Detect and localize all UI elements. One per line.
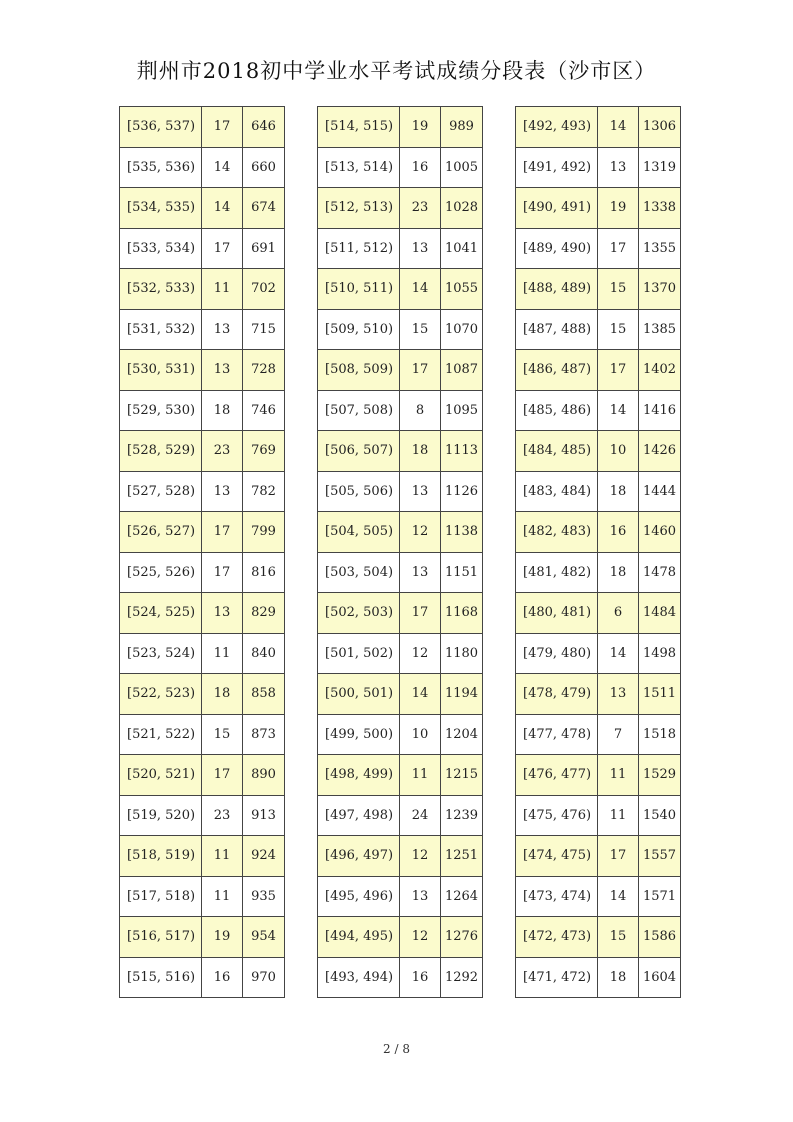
count-cell: 17 — [598, 350, 639, 391]
count-cell: 8 — [400, 390, 441, 431]
cumulative-cell: 1571 — [639, 876, 681, 917]
table-row — [120, 836, 285, 877]
score-range-cell: [500, 501) — [318, 674, 400, 715]
cumulative-cell: 1586 — [639, 917, 681, 958]
count-cell: 17 — [598, 228, 639, 269]
count-cell: 17 — [598, 836, 639, 877]
score-range-cell: [502, 503) — [318, 593, 400, 634]
table-row — [318, 309, 483, 350]
score-range-cell: [476, 477) — [516, 755, 598, 796]
table-row — [318, 107, 483, 148]
score-range-cell: [497, 498) — [318, 795, 400, 836]
score-range-cell: [532, 533) — [120, 269, 202, 310]
count-cell: 13 — [598, 147, 639, 188]
cumulative-cell: 674 — [243, 188, 285, 229]
table-row — [516, 552, 681, 593]
count-cell: 18 — [598, 552, 639, 593]
count-cell: 14 — [400, 674, 441, 715]
cumulative-cell: 816 — [243, 552, 285, 593]
count-cell: 18 — [598, 957, 639, 998]
cumulative-cell: 1306 — [639, 107, 681, 148]
score-table-2 — [317, 106, 483, 998]
score-range-cell: [501, 502) — [318, 633, 400, 674]
cumulative-cell: 769 — [243, 431, 285, 472]
table-row — [120, 917, 285, 958]
count-cell: 13 — [202, 350, 243, 391]
cumulative-cell: 1529 — [639, 755, 681, 796]
count-cell: 24 — [400, 795, 441, 836]
score-range-cell: [518, 519) — [120, 836, 202, 877]
count-cell: 15 — [598, 917, 639, 958]
count-cell: 12 — [400, 917, 441, 958]
table-row — [120, 431, 285, 472]
table-row — [318, 633, 483, 674]
score-range-cell: [510, 511) — [318, 269, 400, 310]
table-row — [120, 309, 285, 350]
count-cell: 13 — [202, 309, 243, 350]
cumulative-cell: 1168 — [441, 593, 483, 634]
cumulative-cell: 935 — [243, 876, 285, 917]
count-cell: 11 — [598, 795, 639, 836]
count-cell: 19 — [598, 188, 639, 229]
score-range-cell: [506, 507) — [318, 431, 400, 472]
page-title: 荆州市2018初中学业水平考试成绩分段表（沙市区） — [136, 59, 657, 83]
table-row — [120, 350, 285, 391]
table-row — [516, 390, 681, 431]
score-range-cell: [471, 472) — [516, 957, 598, 998]
cumulative-cell: 1292 — [441, 957, 483, 998]
table-row — [516, 471, 681, 512]
cumulative-cell: 1151 — [441, 552, 483, 593]
count-cell: 14 — [400, 269, 441, 310]
cumulative-cell: 660 — [243, 147, 285, 188]
table-row — [120, 593, 285, 634]
table-row — [516, 755, 681, 796]
table-row — [516, 431, 681, 472]
score-table-3 — [515, 106, 681, 998]
cumulative-cell: 1204 — [441, 714, 483, 755]
table-row — [516, 512, 681, 553]
cumulative-cell: 691 — [243, 228, 285, 269]
count-cell: 23 — [202, 431, 243, 472]
score-range-cell: [524, 525) — [120, 593, 202, 634]
count-cell: 16 — [202, 957, 243, 998]
score-range-cell: [493, 494) — [318, 957, 400, 998]
count-cell: 18 — [202, 390, 243, 431]
count-cell: 11 — [400, 755, 441, 796]
table-row — [516, 957, 681, 998]
score-range-cell: [519, 520) — [120, 795, 202, 836]
count-cell: 12 — [400, 836, 441, 877]
score-range-cell: [515, 516) — [120, 957, 202, 998]
count-cell: 13 — [400, 876, 441, 917]
table-row — [318, 674, 483, 715]
cumulative-cell: 890 — [243, 755, 285, 796]
cumulative-cell: 1180 — [441, 633, 483, 674]
cumulative-cell: 1385 — [639, 309, 681, 350]
table-row — [120, 755, 285, 796]
score-range-cell: [527, 528) — [120, 471, 202, 512]
cumulative-cell: 1557 — [639, 836, 681, 877]
cumulative-cell: 1264 — [441, 876, 483, 917]
table-row — [318, 593, 483, 634]
count-cell: 16 — [400, 957, 441, 998]
count-cell: 15 — [400, 309, 441, 350]
cumulative-cell: 782 — [243, 471, 285, 512]
score-range-cell: [511, 512) — [318, 228, 400, 269]
table-row — [516, 350, 681, 391]
table-row — [318, 147, 483, 188]
cumulative-cell: 1239 — [441, 795, 483, 836]
count-cell: 10 — [598, 431, 639, 472]
cumulative-cell: 1070 — [441, 309, 483, 350]
table-row — [318, 390, 483, 431]
score-range-cell: [520, 521) — [120, 755, 202, 796]
score-range-cell: [529, 530) — [120, 390, 202, 431]
count-cell: 11 — [202, 633, 243, 674]
table-row — [120, 228, 285, 269]
score-range-cell: [535, 536) — [120, 147, 202, 188]
cumulative-cell: 840 — [243, 633, 285, 674]
table-row — [516, 593, 681, 634]
cumulative-cell: 1370 — [639, 269, 681, 310]
count-cell: 13 — [202, 471, 243, 512]
table-row — [120, 552, 285, 593]
score-range-cell: [513, 514) — [318, 147, 400, 188]
score-range-cell: [523, 524) — [120, 633, 202, 674]
score-range-cell: [483, 484) — [516, 471, 598, 512]
cumulative-cell: 970 — [243, 957, 285, 998]
count-cell: 17 — [202, 107, 243, 148]
cumulative-cell: 1087 — [441, 350, 483, 391]
cumulative-cell: 1498 — [639, 633, 681, 674]
cumulative-cell: 1194 — [441, 674, 483, 715]
table-row — [120, 795, 285, 836]
cumulative-cell: 1511 — [639, 674, 681, 715]
cumulative-cell: 873 — [243, 714, 285, 755]
cumulative-cell: 702 — [243, 269, 285, 310]
table-row — [318, 917, 483, 958]
cumulative-cell: 1126 — [441, 471, 483, 512]
table-row — [516, 876, 681, 917]
count-cell: 11 — [202, 876, 243, 917]
table-row — [516, 633, 681, 674]
count-cell: 12 — [400, 633, 441, 674]
cumulative-cell: 1138 — [441, 512, 483, 553]
count-cell: 17 — [400, 593, 441, 634]
score-range-cell: [475, 476) — [516, 795, 598, 836]
score-range-cell: [488, 489) — [516, 269, 598, 310]
score-range-cell: [485, 486) — [516, 390, 598, 431]
count-cell: 23 — [400, 188, 441, 229]
score-range-cell: [486, 487) — [516, 350, 598, 391]
cumulative-cell: 1338 — [639, 188, 681, 229]
count-cell: 19 — [400, 107, 441, 148]
count-cell: 15 — [598, 269, 639, 310]
cumulative-cell: 1041 — [441, 228, 483, 269]
table-row — [120, 876, 285, 917]
cumulative-cell: 1215 — [441, 755, 483, 796]
table-row — [318, 228, 483, 269]
table-row — [120, 674, 285, 715]
cumulative-cell: 1426 — [639, 431, 681, 472]
cumulative-cell: 913 — [243, 795, 285, 836]
score-range-cell: [480, 481) — [516, 593, 598, 634]
count-cell: 23 — [202, 795, 243, 836]
table-row — [120, 512, 285, 553]
count-cell: 15 — [202, 714, 243, 755]
score-range-cell: [517, 518) — [120, 876, 202, 917]
score-range-cell: [492, 493) — [516, 107, 598, 148]
score-range-cell: [474, 475) — [516, 836, 598, 877]
cumulative-cell: 1540 — [639, 795, 681, 836]
score-range-cell: [494, 495) — [318, 917, 400, 958]
score-range-cell: [509, 510) — [318, 309, 400, 350]
score-table-1 — [119, 106, 285, 998]
table-row — [318, 755, 483, 796]
count-cell: 14 — [202, 147, 243, 188]
score-range-cell: [530, 531) — [120, 350, 202, 391]
count-cell: 14 — [202, 188, 243, 229]
cumulative-cell: 1444 — [639, 471, 681, 512]
count-cell: 11 — [202, 836, 243, 877]
cumulative-cell: 1276 — [441, 917, 483, 958]
count-cell: 15 — [598, 309, 639, 350]
table-row — [516, 714, 681, 755]
table-row — [318, 471, 483, 512]
count-cell: 18 — [598, 471, 639, 512]
count-cell: 7 — [598, 714, 639, 755]
cumulative-cell: 954 — [243, 917, 285, 958]
cumulative-cell: 728 — [243, 350, 285, 391]
table-row — [120, 633, 285, 674]
table-row — [120, 471, 285, 512]
table-row — [516, 674, 681, 715]
cumulative-cell: 829 — [243, 593, 285, 634]
count-cell: 10 — [400, 714, 441, 755]
count-cell: 11 — [202, 269, 243, 310]
count-cell: 19 — [202, 917, 243, 958]
table-row — [318, 350, 483, 391]
cumulative-cell: 1251 — [441, 836, 483, 877]
table-row — [516, 795, 681, 836]
page-indicator: 2 / 8 — [383, 1042, 410, 1056]
table-row — [516, 147, 681, 188]
score-range-cell: [531, 532) — [120, 309, 202, 350]
score-range-cell: [477, 478) — [516, 714, 598, 755]
table-row — [318, 552, 483, 593]
score-range-cell: [499, 500) — [318, 714, 400, 755]
score-range-cell: [472, 473) — [516, 917, 598, 958]
count-cell: 11 — [598, 755, 639, 796]
table-row — [318, 431, 483, 472]
cumulative-cell: 1028 — [441, 188, 483, 229]
count-cell: 14 — [598, 633, 639, 674]
score-range-cell: [495, 496) — [318, 876, 400, 917]
count-cell: 13 — [400, 552, 441, 593]
count-cell: 13 — [202, 593, 243, 634]
score-range-cell: [512, 513) — [318, 188, 400, 229]
count-cell: 16 — [400, 147, 441, 188]
table-row — [318, 957, 483, 998]
score-range-cell: [516, 517) — [120, 917, 202, 958]
cumulative-cell: 715 — [243, 309, 285, 350]
cumulative-cell: 1402 — [639, 350, 681, 391]
count-cell: 17 — [202, 755, 243, 796]
score-range-cell: [503, 504) — [318, 552, 400, 593]
cumulative-cell: 1355 — [639, 228, 681, 269]
count-cell: 17 — [202, 228, 243, 269]
count-cell: 13 — [598, 674, 639, 715]
cumulative-cell: 1055 — [441, 269, 483, 310]
score-range-cell: [522, 523) — [120, 674, 202, 715]
table-row — [120, 390, 285, 431]
score-range-cell: [490, 491) — [516, 188, 598, 229]
table-row — [516, 836, 681, 877]
count-cell: 14 — [598, 876, 639, 917]
score-range-cell: [533, 534) — [120, 228, 202, 269]
table-row — [318, 795, 483, 836]
table-row — [318, 188, 483, 229]
score-range-cell: [481, 482) — [516, 552, 598, 593]
table-row — [120, 269, 285, 310]
count-cell: 13 — [400, 471, 441, 512]
table-row — [318, 836, 483, 877]
score-range-cell: [508, 509) — [318, 350, 400, 391]
score-range-cell: [489, 490) — [516, 228, 598, 269]
cumulative-cell: 646 — [243, 107, 285, 148]
score-range-cell: [525, 526) — [120, 552, 202, 593]
score-range-cell: [491, 492) — [516, 147, 598, 188]
cumulative-cell: 1478 — [639, 552, 681, 593]
count-cell: 13 — [400, 228, 441, 269]
table-row — [120, 188, 285, 229]
table-row — [120, 147, 285, 188]
table-row — [516, 107, 681, 148]
score-range-cell: [528, 529) — [120, 431, 202, 472]
table-row — [120, 957, 285, 998]
score-range-cell: [505, 506) — [318, 471, 400, 512]
count-cell: 6 — [598, 593, 639, 634]
score-range-cell: [484, 485) — [516, 431, 598, 472]
score-range-cell: [487, 488) — [516, 309, 598, 350]
cumulative-cell: 858 — [243, 674, 285, 715]
cumulative-cell: 1460 — [639, 512, 681, 553]
table-row — [516, 188, 681, 229]
score-range-cell: [478, 479) — [516, 674, 598, 715]
table-row — [318, 876, 483, 917]
table-row — [120, 107, 285, 148]
score-range-cell: [507, 508) — [318, 390, 400, 431]
count-cell: 14 — [598, 390, 639, 431]
score-range-cell: [514, 515) — [318, 107, 400, 148]
count-cell: 17 — [202, 552, 243, 593]
table-row — [318, 512, 483, 553]
count-cell: 14 — [598, 107, 639, 148]
count-cell: 16 — [598, 512, 639, 553]
score-range-cell: [526, 527) — [120, 512, 202, 553]
cumulative-cell: 1604 — [639, 957, 681, 998]
cumulative-cell: 1113 — [441, 431, 483, 472]
count-cell: 12 — [400, 512, 441, 553]
score-range-cell: [536, 537) — [120, 107, 202, 148]
table-row — [516, 269, 681, 310]
table-row — [318, 269, 483, 310]
score-range-cell: [504, 505) — [318, 512, 400, 553]
cumulative-cell: 1005 — [441, 147, 483, 188]
score-range-cell: [521, 522) — [120, 714, 202, 755]
cumulative-cell: 799 — [243, 512, 285, 553]
score-range-cell: [498, 499) — [318, 755, 400, 796]
count-cell: 17 — [202, 512, 243, 553]
count-cell: 18 — [400, 431, 441, 472]
cumulative-cell: 989 — [441, 107, 483, 148]
score-range-cell: [534, 535) — [120, 188, 202, 229]
cumulative-cell: 746 — [243, 390, 285, 431]
table-row — [516, 228, 681, 269]
table-row — [318, 714, 483, 755]
cumulative-cell: 1416 — [639, 390, 681, 431]
cumulative-cell: 1095 — [441, 390, 483, 431]
cumulative-cell: 1484 — [639, 593, 681, 634]
score-range-cell: [482, 483) — [516, 512, 598, 553]
score-range-cell: [496, 497) — [318, 836, 400, 877]
cumulative-cell: 924 — [243, 836, 285, 877]
cumulative-cell: 1518 — [639, 714, 681, 755]
table-row — [120, 714, 285, 755]
count-cell: 18 — [202, 674, 243, 715]
table-row — [516, 309, 681, 350]
cumulative-cell: 1319 — [639, 147, 681, 188]
score-range-cell: [473, 474) — [516, 876, 598, 917]
score-range-cell: [479, 480) — [516, 633, 598, 674]
count-cell: 17 — [400, 350, 441, 391]
table-row — [516, 917, 681, 958]
